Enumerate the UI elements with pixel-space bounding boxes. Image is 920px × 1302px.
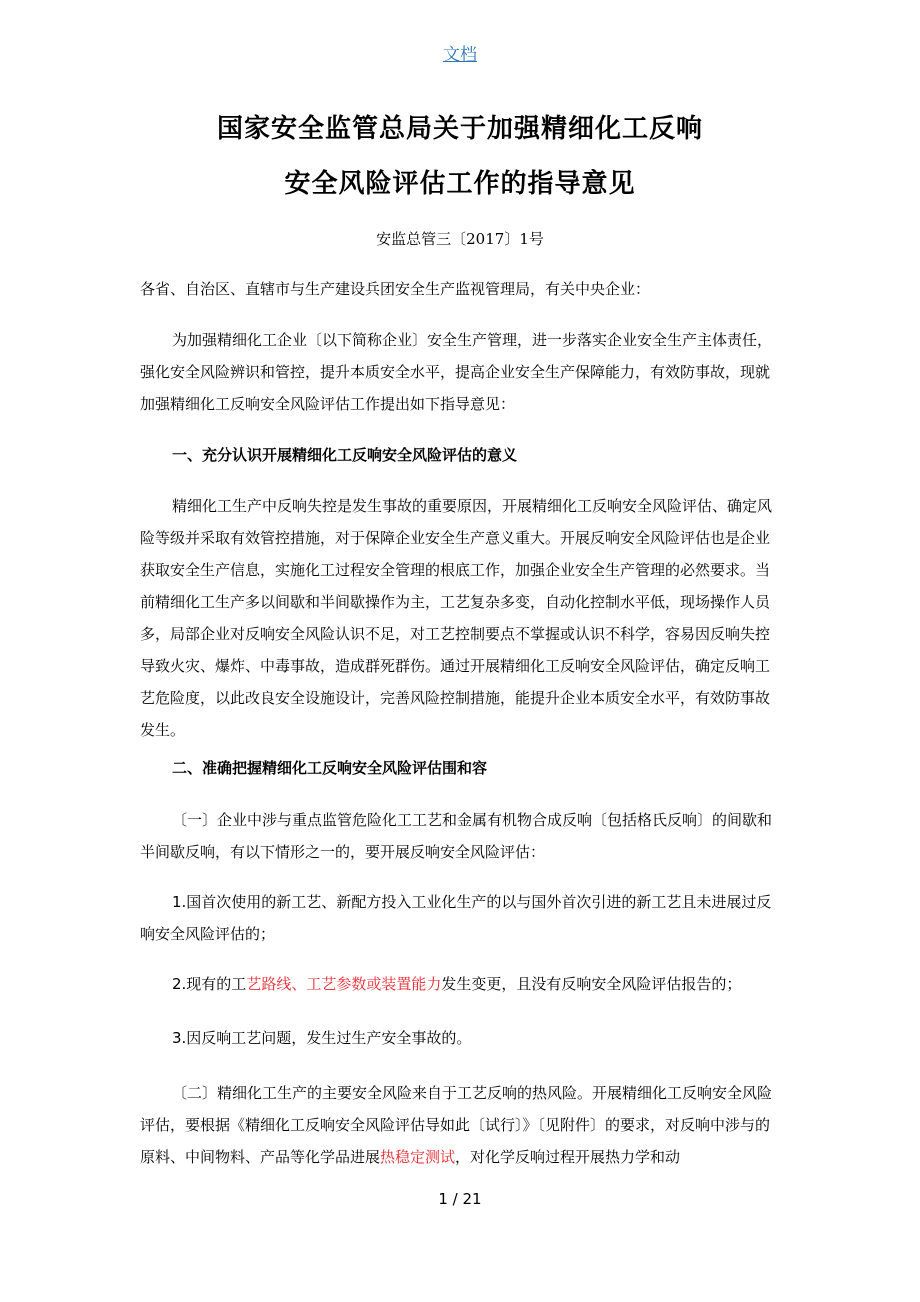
- document-number: 安监总管三〔2017〕1号: [376, 230, 544, 248]
- section-1-body: 精细化工生产中反响失控是发生事故的重要原因，开展精细化工反响安全风险评估、确定风险等级并采取有效管控措施，对于保障企业安全生产意义重大。开展反响安全风险评估也是企业获取安全生产信息，实施化工过程安全管理的根底工作，加强企业安全生产管理的必然要求。当前精细化工生产多以间歇和半间歇操作为主，工艺复杂多变，自动化控制水平低，现场操作人员多，局部企业对反响安全风险认识不足，对工艺控制要点不掌握或认识不科学，容易因反响失控导致火灾、爆炸、中毒事故，造成群死群伤。通过开展精细化工反响安全风险评估，确定反响工艺危险度，以此改良安全设施设计，完善风险控制措施，能提升企业本质安全水平，有效防事故发生。: [140, 497, 773, 739]
- section-2-item-2: [140, 1077, 780, 1173]
- section-1-heading: 一、充分认识开展精细化工反响安全风险评估的意义: [172, 446, 518, 464]
- item-2-highlight: 热稳定测试: [380, 1148, 456, 1166]
- section-2-case-2: [140, 968, 780, 1000]
- section-2-heading: 二、准确把握精细化工反响安全风险评估围和容: [172, 759, 488, 777]
- section-2-case-1: 1.国首次使用的新工艺、新配方投入工业化生产的以与国外首次引进的新工艺且未进展过反响安全风险评估的；: [140, 893, 772, 943]
- case-2-highlight: 艺路线、工艺参数或装置能力: [246, 975, 442, 993]
- item-2-text-start: 〔二〕精细化工生产的主要安全风险来自于工艺反响的热风险。开展精细化工反响安全风险评估，要根据《精细化工反响安全风险评估导如此〔试行〕》〔见附件〕的要求，对反响中涉与的原料、中间物料、产品等化学品进展: [140, 1084, 773, 1166]
- item-2-text-end: ，对化学反响过程开展热力学和动: [455, 1148, 681, 1166]
- header-doc-link[interactable]: 文档: [443, 45, 477, 65]
- addressee: 各省、自治区、直辖市与生产建设兵团安全生产监视管理局，有关中央企业：: [140, 280, 651, 298]
- section-2-item-1-intro: 〔一〕企业中涉与重点监管危险化工工艺和金属有机物合成反响〔包括格氏反响〕的间歇和半间歇反响，有以下情形之一的，要开展反响安全风险评估：: [140, 811, 773, 861]
- title-line-2: 安全风险评估工作的指导意见: [284, 169, 636, 199]
- page-indicator: 1 / 21: [438, 1190, 482, 1208]
- case-2-text-end: 发生变更，且没有反响安全风险评估报告的；: [441, 975, 742, 993]
- section-2-case-3: 3.因反响工艺问题，发生过生产安全事故的。: [172, 1029, 472, 1047]
- title-line-1: 国家安全监管总局关于加强精细化工反响: [216, 114, 703, 144]
- case-2-text-start: 2.现有的工: [172, 975, 247, 993]
- intro-paragraph: 为加强精细化工企业〔以下简称企业〕安全生产管理，进一步落实企业安全生产主体责任，强化安全风险辨识和管控，提升本质安全水平，提高企业安全生产保障能力，有效防事故，现就加强精细化工反响安全风险评估工作提出如下指导意见：: [140, 331, 773, 413]
